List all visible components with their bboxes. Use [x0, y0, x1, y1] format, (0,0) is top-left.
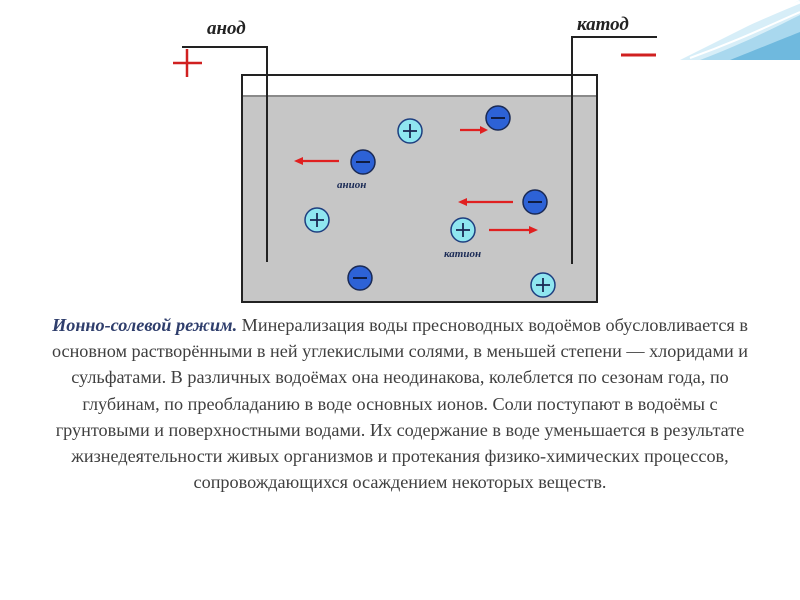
anode-label: анод — [207, 18, 246, 39]
caption-body: Минерализация воды пресноводных водоёмов обусловливается в основном растворёнными в ней углекислыми солями, в меньшей степени — хлоридами и сульфатами. В различных водоёмах она неодинакова, колеблется по сезонам года, по глубинам, по преобладанию в воде основных ионов. Соли поступают в водоёмы с грунтовыми и поверхностными водами. Их содержание в воде уменьшается в результате жизнедеятельности живых организмов и протекания физико-химических процессов, сопровождающихся осаждением некоторых веществ. — [51, 315, 749, 493]
anion-ion — [348, 266, 372, 290]
electrolysis-diagram — [162, 12, 675, 312]
cation-ion — [398, 119, 422, 143]
decorative-wave — [660, 0, 800, 60]
cation-ion — [451, 218, 475, 242]
anion-ion — [486, 106, 510, 130]
cathode-label: катод — [577, 14, 629, 35]
caption-paragraph — [40, 312, 760, 495]
anion-ion — [351, 150, 375, 174]
cation-ion — [531, 273, 555, 297]
anion-label: анион — [337, 179, 367, 191]
cation-label: катион — [444, 248, 482, 260]
cation-ion — [305, 208, 329, 232]
plus-sign-icon — [173, 49, 202, 77]
electrolysis-figure — [162, 12, 675, 312]
anion-ion — [523, 190, 547, 214]
caption-lead: Ионно-солевой режим. — [52, 315, 238, 335]
